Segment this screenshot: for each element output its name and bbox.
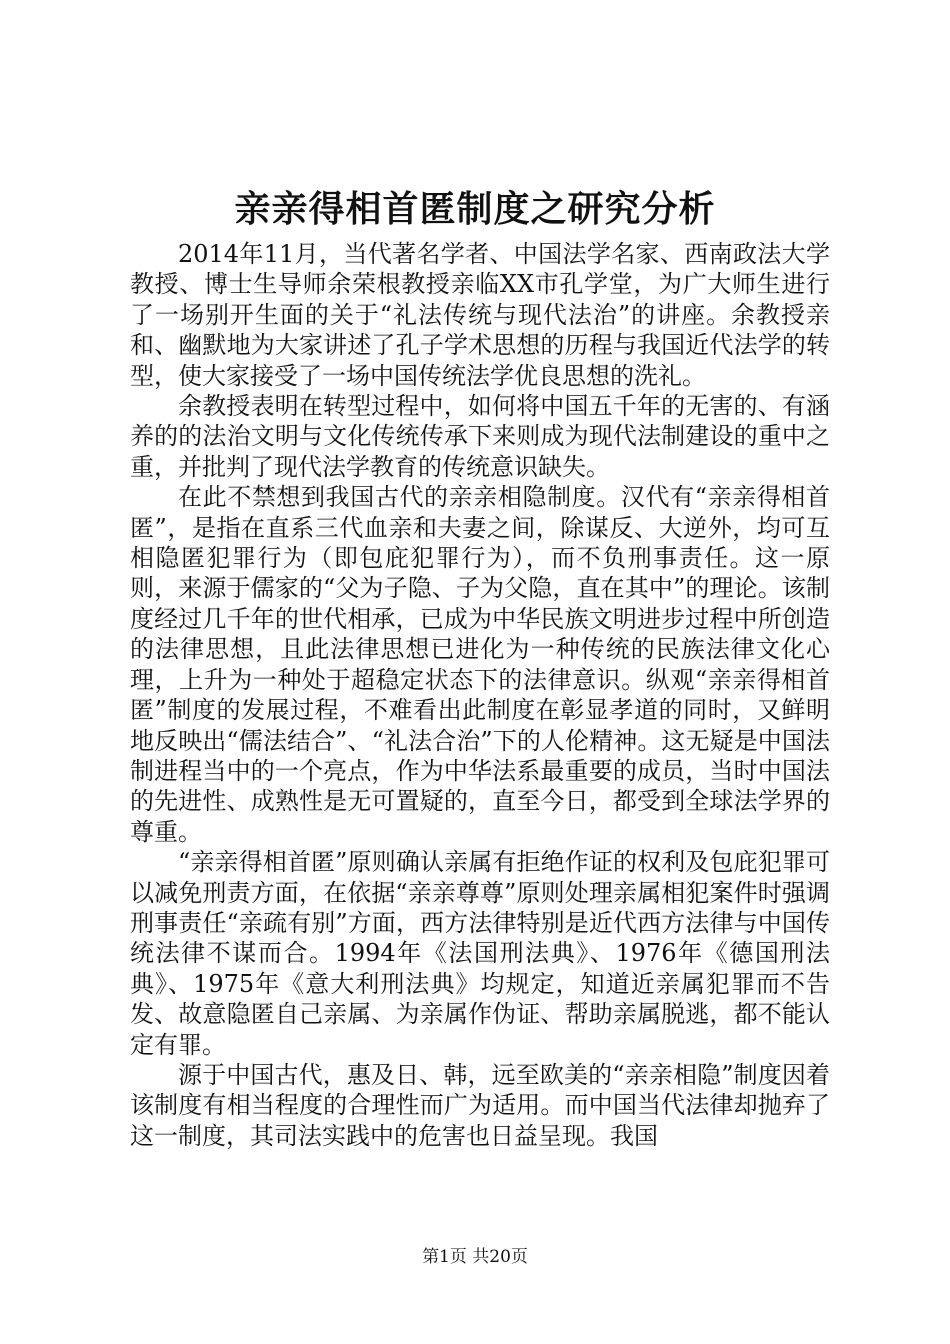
document-title: 亲亲得相首匿制度之研究分析 [234, 188, 716, 230]
document-body [130, 239, 830, 1151]
paragraph-2: 余教授表明在转型过程中，如何将中国五千年的无害的、有涵养的的法治文明与文化传统传承下来则成为现代法制建设的重中之重，并批判了现代法学教育的传统意识缺失。 [130, 392, 830, 481]
paragraph-3: 在此不禁想到我国古代的亲亲相隐制度。汉代有“亲亲得相首匿”，是指在直系三代血亲和夫妻之间，除谋反、大逆外，均可互相隐匿犯罪行为（即包庇犯罪行为），而不负刑事责任。这一原则，来源于儒家的“父为子隐、子为父隐，直在其中”的理论。该制度经过几千年的世代相承，已成为中华民族文明进步过程中所创造的法律思想，且此法律思想已进化为一种传统的民族法律文化心理，上升为一种处于超稳定状态下的法律意识。纵观“亲亲得相首匿”制度的发展过程，不难看出此制度在彰显孝道的同时，又鲜明地反映出“儒法结合”、“礼法合治”下的人伦精神。这无疑是中国法制进程当中的一个亮点，作为中华法系最重要的成员，当时中国法的先进性、成熟性是无可置疑的，直至今日，都受到全球法学界的尊重。 [130, 483, 830, 846]
page-number-footer: 第1页 共20页 [422, 1247, 528, 1267]
paragraph-5: 源于中国古代，惠及日、韩，远至欧美的“亲亲相隐”制度因着该制度有相当程度的合理性而广为适用。而中国当代法律却抛弃了这一制度，其司法实践中的危害也日益呈现。我国 [130, 1060, 830, 1150]
paragraph-1: 2014年11月，当代著名学者、中国法学名家、西南政法大学教授、博士生导师余荣根教授亲临XX市孔学堂，为广大师生进行了一场别开生面的关于“礼法传统与现代法治”的讲座。余教授亲和、幽默地为大家讲述了孔子学术思想的历程与我国近代法学的转型，使大家接受了一场中国传统法学优良思想的洗礼。 [130, 240, 830, 390]
paragraph-4: “亲亲得相首匿”原则确认亲属有拒绝作证的权利及包庇犯罪可以减免刑责方面，在依据“亲亲尊尊”原则处理亲属相犯案件时强调刑事责任“亲疏有别”方面，西方法律特别是近代西方法律与中国传统法律不谋而合。1994年《法国刑法典》、1976年《德国刑法典》、1975年《意大利刑法典》均规定，知道近亲属犯罪而不告发、故意隐匿自己亲属、为亲属作伪证、帮助亲属脱逃，都不能认定有罪。 [130, 848, 830, 1059]
